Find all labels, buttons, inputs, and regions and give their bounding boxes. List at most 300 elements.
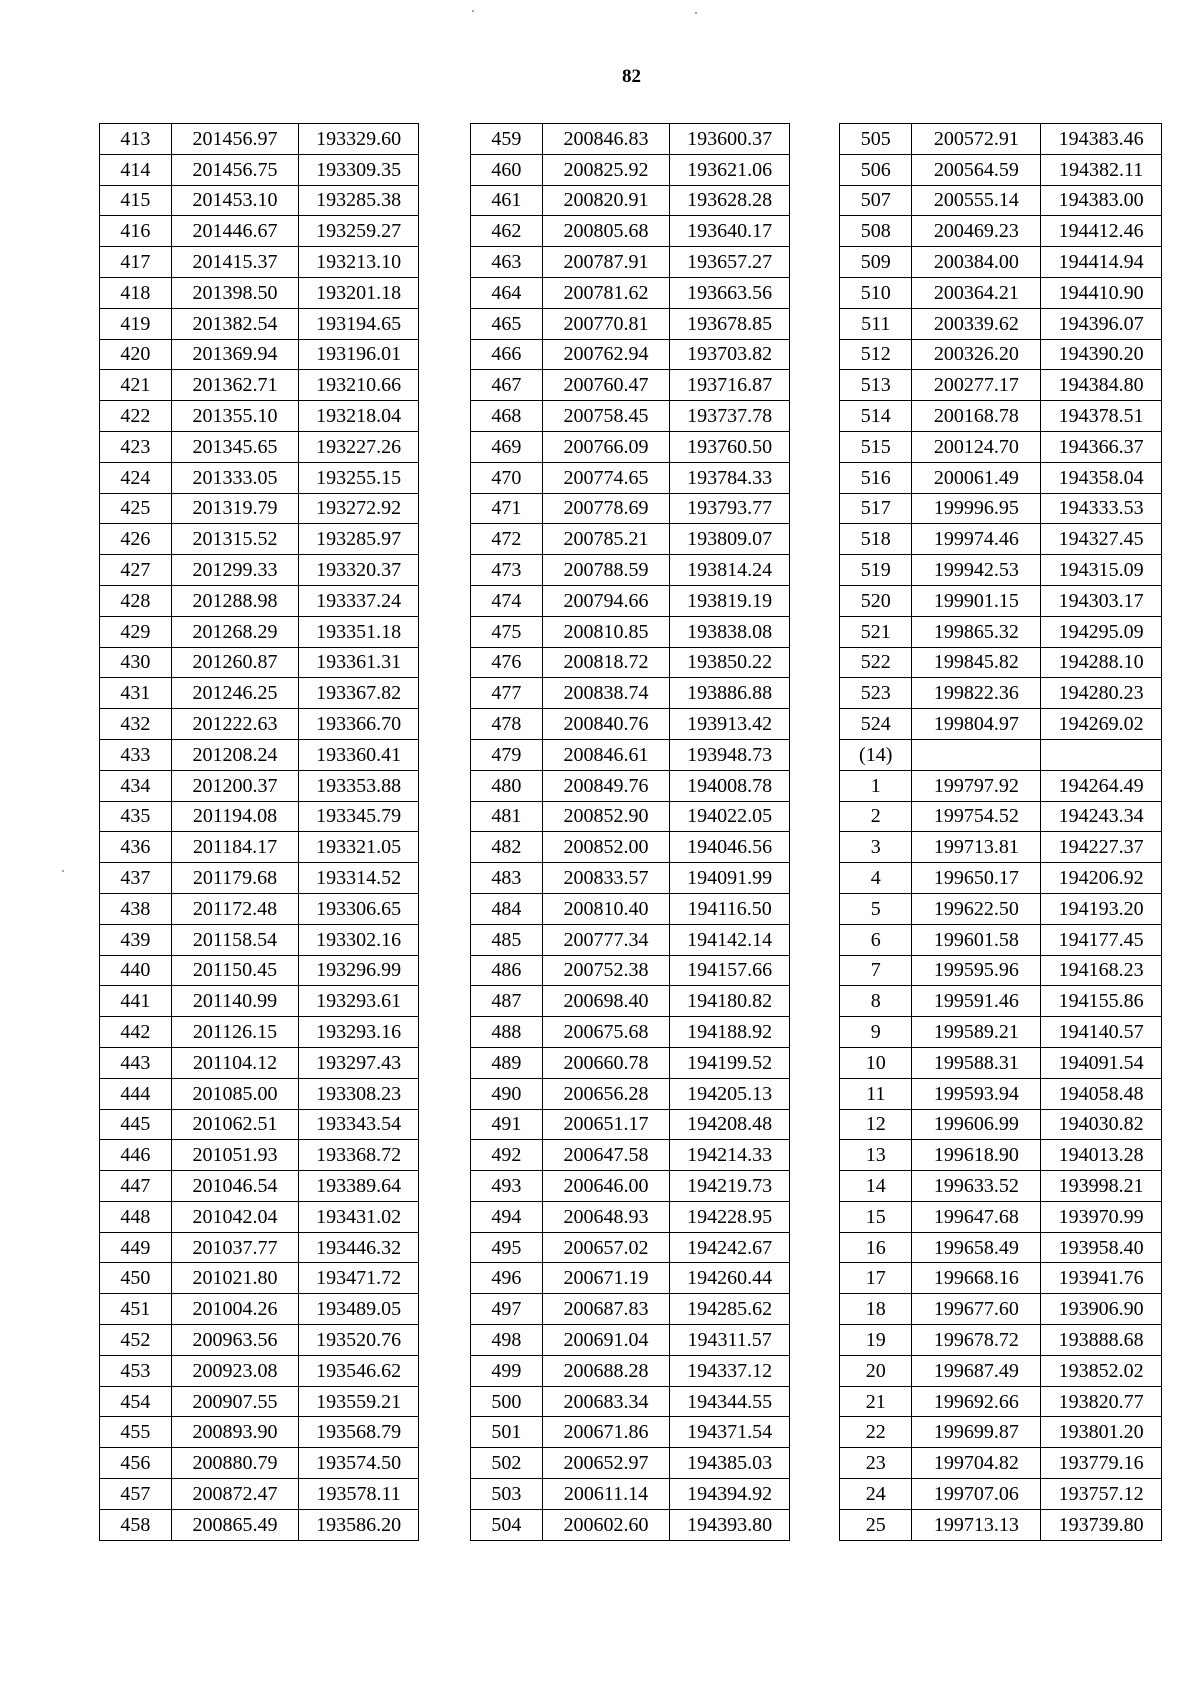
table-row [100,1386,419,1417]
point-id-cell: 450 [100,1263,172,1294]
y-coordinate-cell: 193306.65 [299,893,419,924]
x-coordinate-cell: 200671.19 [542,1263,670,1294]
x-coordinate-cell: 200760.47 [542,370,670,401]
x-coordinate-cell: 201456.75 [171,154,299,185]
x-coordinate-cell: 200777.34 [542,924,670,955]
table-row [100,185,419,216]
x-coordinate-cell: 200846.61 [542,739,670,770]
x-coordinate-cell: 200277.17 [912,370,1041,401]
x-coordinate-cell: 201158.54 [171,924,299,955]
y-coordinate-cell: 193489.05 [299,1294,419,1325]
x-coordinate-cell: 199591.46 [912,986,1041,1017]
x-coordinate-cell: 201355.10 [171,401,299,432]
y-coordinate-cell: 194030.82 [1041,1109,1162,1140]
table-row [840,185,1162,216]
table-row [840,247,1162,278]
x-coordinate-cell: 201184.17 [171,832,299,863]
table-row [100,678,419,709]
table-row [100,585,419,616]
x-coordinate-cell: 199668.16 [912,1263,1041,1294]
table-row [471,986,790,1017]
x-coordinate-cell: 201268.29 [171,616,299,647]
x-coordinate-cell: 199618.90 [912,1140,1041,1171]
x-coordinate-cell: 200168.78 [912,401,1041,432]
y-coordinate-cell: 193809.07 [670,524,790,555]
y-coordinate-cell: 193343.54 [299,1109,419,1140]
x-coordinate-cell: 201140.99 [171,986,299,1017]
y-coordinate-cell: 193578.11 [299,1479,419,1510]
y-coordinate-cell: 193958.40 [1041,1232,1162,1263]
point-id-cell: 415 [100,185,172,216]
y-coordinate-cell: 194344.55 [670,1386,790,1417]
x-coordinate-cell: 200124.70 [912,431,1041,462]
x-coordinate-cell: 200923.08 [171,1355,299,1386]
table-row [471,739,790,770]
table-row [840,1325,1162,1356]
point-id-cell: 453 [100,1355,172,1386]
y-coordinate-cell: 193194.65 [299,308,419,339]
y-coordinate-cell: 193628.28 [670,185,790,216]
point-id-cell: 14 [840,1171,912,1202]
point-id-cell: 437 [100,863,172,894]
y-coordinate-cell: 193297.43 [299,1047,419,1078]
table-row [840,1017,1162,1048]
y-coordinate-cell: 193784.33 [670,462,790,493]
point-id-cell: 509 [840,247,912,278]
coordinate-table-1 [99,123,419,1541]
point-id-cell: 492 [471,1140,543,1171]
x-coordinate-cell: 200794.66 [542,585,670,616]
y-coordinate-cell: 194142.14 [670,924,790,955]
point-id-cell: 489 [471,1047,543,1078]
point-id-cell: 433 [100,739,172,770]
y-coordinate-cell: 193308.23 [299,1078,419,1109]
table-row [471,1417,790,1448]
x-coordinate-cell: 200364.21 [912,277,1041,308]
y-coordinate-cell: 193337.24 [299,585,419,616]
table-row [100,247,419,278]
table-row [100,1294,419,1325]
y-coordinate-cell: 194280.23 [1041,678,1162,709]
point-id-cell: 418 [100,277,172,308]
table-row [100,924,419,955]
table-row [471,678,790,709]
x-coordinate-cell: 200849.76 [542,770,670,801]
point-id-cell: 470 [471,462,543,493]
point-id-cell: 439 [100,924,172,955]
y-coordinate-cell: 194091.99 [670,863,790,894]
table-row [471,1201,790,1232]
table-row [471,308,790,339]
y-coordinate-cell: 193838.08 [670,616,790,647]
point-id-cell: 513 [840,370,912,401]
table-row [840,893,1162,924]
point-id-cell: 517 [840,493,912,524]
x-coordinate-cell: 199699.87 [912,1417,1041,1448]
y-coordinate-cell: 193431.02 [299,1201,419,1232]
y-coordinate-cell: 193737.78 [670,401,790,432]
x-coordinate-cell: 199804.97 [912,709,1041,740]
table-row [840,308,1162,339]
table-row [840,493,1162,524]
y-coordinate-cell: 194091.54 [1041,1047,1162,1078]
y-coordinate-cell: 193941.76 [1041,1263,1162,1294]
table-row [100,1201,419,1232]
table-row [471,339,790,370]
x-coordinate-cell: 200818.72 [542,647,670,678]
table-row [840,1263,1162,1294]
table-row [471,555,790,586]
x-coordinate-cell: 200778.69 [542,493,670,524]
y-coordinate-cell: 193351.18 [299,616,419,647]
y-coordinate-cell: 193970.99 [1041,1201,1162,1232]
x-coordinate-cell: 199713.81 [912,832,1041,863]
point-id-cell: 462 [471,216,543,247]
y-coordinate-cell: 193819.19 [670,585,790,616]
x-coordinate-cell: 200825.92 [542,154,670,185]
x-coordinate-cell: 199622.50 [912,893,1041,924]
point-id-cell: 481 [471,801,543,832]
point-id-cell: (14) [840,739,912,770]
y-coordinate-cell: 193446.32 [299,1232,419,1263]
table-row [840,986,1162,1017]
y-coordinate-cell: 194022.05 [670,801,790,832]
y-coordinate-cell: 194378.51 [1041,401,1162,432]
table-row [100,555,419,586]
table-row [471,401,790,432]
coordinate-table-2 [470,123,790,1541]
x-coordinate-cell: 200810.85 [542,616,670,647]
table-row [100,124,419,155]
point-id-cell: 476 [471,647,543,678]
table-row [471,216,790,247]
y-coordinate-cell: 193820.77 [1041,1386,1162,1417]
point-id-cell: 424 [100,462,172,493]
y-coordinate-cell: 193293.16 [299,1017,419,1048]
y-coordinate-cell: 193520.76 [299,1325,419,1356]
table-row [100,401,419,432]
point-id-cell: 483 [471,863,543,894]
table-row [840,462,1162,493]
point-id-cell: 507 [840,185,912,216]
x-coordinate-cell: 199942.53 [912,555,1041,586]
x-coordinate-cell: 200698.40 [542,986,670,1017]
point-id-cell: 4 [840,863,912,894]
y-coordinate-cell: 193314.52 [299,863,419,894]
table-row [471,1479,790,1510]
y-coordinate-cell: 194396.07 [1041,308,1162,339]
y-coordinate-cell: 193345.79 [299,801,419,832]
table-row [840,1294,1162,1325]
y-coordinate-cell: 194168.23 [1041,955,1162,986]
table-row [100,893,419,924]
point-id-cell: 430 [100,647,172,678]
x-coordinate-cell: 200647.58 [542,1140,670,1171]
point-id-cell: 22 [840,1417,912,1448]
y-coordinate-cell: 193366.70 [299,709,419,740]
x-coordinate-cell: 201398.50 [171,277,299,308]
table-row [471,955,790,986]
x-coordinate-cell: 200660.78 [542,1047,670,1078]
table-row [840,1171,1162,1202]
y-coordinate-cell: 194303.17 [1041,585,1162,616]
y-coordinate-cell: 193568.79 [299,1417,419,1448]
table-row [100,339,419,370]
table-row [840,1140,1162,1171]
point-id-cell: 465 [471,308,543,339]
x-coordinate-cell: 200469.23 [912,216,1041,247]
y-coordinate-cell: 194219.73 [670,1171,790,1202]
x-coordinate-cell: 199658.49 [912,1232,1041,1263]
y-coordinate-cell: 193296.99 [299,955,419,986]
x-coordinate-cell: 200865.49 [171,1509,299,1540]
x-coordinate-cell: 200907.55 [171,1386,299,1417]
y-coordinate-cell: 194206.92 [1041,863,1162,894]
point-id-cell: 495 [471,1232,543,1263]
y-coordinate-cell: 194205.13 [670,1078,790,1109]
x-coordinate-cell [912,739,1041,770]
table-row [100,308,419,339]
point-id-cell: 425 [100,493,172,524]
y-coordinate-cell: 194116.50 [670,893,790,924]
table-row [471,1017,790,1048]
x-coordinate-cell: 200656.28 [542,1078,670,1109]
table-row [100,524,419,555]
x-coordinate-cell: 201288.98 [171,585,299,616]
x-coordinate-cell: 200788.59 [542,555,670,586]
y-coordinate-cell: 193574.50 [299,1448,419,1479]
table-row [840,1109,1162,1140]
y-coordinate-cell: 194383.00 [1041,185,1162,216]
table-row [840,924,1162,955]
y-coordinate-cell: 193361.31 [299,647,419,678]
table-row [471,709,790,740]
point-id-cell: 6 [840,924,912,955]
table-row [100,1325,419,1356]
table-row [471,832,790,863]
table-row [100,863,419,894]
x-coordinate-cell: 199713.13 [912,1509,1041,1540]
table-row [471,154,790,185]
point-id-cell: 503 [471,1479,543,1510]
y-coordinate-cell: 193360.41 [299,739,419,770]
x-coordinate-cell: 201382.54 [171,308,299,339]
table-row [471,247,790,278]
y-coordinate-cell: 194140.57 [1041,1017,1162,1048]
y-coordinate-cell: 194058.48 [1041,1078,1162,1109]
x-coordinate-cell: 199865.32 [912,616,1041,647]
x-coordinate-cell: 200893.90 [171,1417,299,1448]
y-coordinate-cell: 194382.11 [1041,154,1162,185]
point-id-cell: 451 [100,1294,172,1325]
x-coordinate-cell: 199704.82 [912,1448,1041,1479]
point-id-cell: 471 [471,493,543,524]
x-coordinate-cell: 201085.00 [171,1078,299,1109]
table-row [100,1448,419,1479]
table-row [840,770,1162,801]
y-coordinate-cell: 194311.57 [670,1325,790,1356]
table-row [100,1171,419,1202]
x-coordinate-cell: 200326.20 [912,339,1041,370]
point-id-cell: 482 [471,832,543,863]
y-coordinate-cell: 193888.68 [1041,1325,1162,1356]
y-coordinate-cell: 193389.64 [299,1171,419,1202]
coordinate-table-3 [839,123,1162,1541]
y-coordinate-cell: 193302.16 [299,924,419,955]
y-coordinate-cell: 193218.04 [299,401,419,432]
y-coordinate-cell: 194384.80 [1041,370,1162,401]
table-row [840,1479,1162,1510]
table-row [471,1325,790,1356]
x-coordinate-cell: 199692.66 [912,1386,1041,1417]
point-id-cell: 485 [471,924,543,955]
point-id-cell: 428 [100,585,172,616]
x-coordinate-cell: 201062.51 [171,1109,299,1140]
point-id-cell: 452 [100,1325,172,1356]
table-row [100,1047,419,1078]
y-coordinate-cell: 194227.37 [1041,832,1162,863]
table-row [100,370,419,401]
table-row [471,462,790,493]
y-coordinate-cell: 194358.04 [1041,462,1162,493]
point-id-cell: 479 [471,739,543,770]
table-row [471,1140,790,1171]
x-coordinate-cell: 200611.14 [542,1479,670,1510]
point-id-cell: 426 [100,524,172,555]
point-id-cell: 447 [100,1171,172,1202]
y-coordinate-cell: 194315.09 [1041,555,1162,586]
point-id-cell: 478 [471,709,543,740]
table-row [840,832,1162,863]
point-id-cell: 486 [471,955,543,986]
x-coordinate-cell: 200564.59 [912,154,1041,185]
point-id-cell: 496 [471,1263,543,1294]
y-coordinate-cell: 194385.03 [670,1448,790,1479]
point-id-cell: 501 [471,1417,543,1448]
point-id-cell: 511 [840,308,912,339]
table-row [100,1479,419,1510]
point-id-cell: 498 [471,1325,543,1356]
x-coordinate-cell: 201046.54 [171,1171,299,1202]
point-id-cell: 512 [840,339,912,370]
point-id-cell: 494 [471,1201,543,1232]
point-id-cell: 445 [100,1109,172,1140]
table-row [100,1017,419,1048]
x-coordinate-cell: 199647.68 [912,1201,1041,1232]
x-coordinate-cell: 200820.91 [542,185,670,216]
point-id-cell: 460 [471,154,543,185]
y-coordinate-cell: 193201.18 [299,277,419,308]
point-id-cell: 17 [840,1263,912,1294]
table-row [471,616,790,647]
x-coordinate-cell: 200840.76 [542,709,670,740]
table-row [840,1232,1162,1263]
point-id-cell: 474 [471,585,543,616]
y-coordinate-cell: 193259.27 [299,216,419,247]
point-id-cell: 25 [840,1509,912,1540]
table-row [100,431,419,462]
y-coordinate-cell: 194264.49 [1041,770,1162,801]
x-coordinate-cell: 200758.45 [542,401,670,432]
table-row [840,678,1162,709]
table-row [471,1294,790,1325]
y-coordinate-cell: 194295.09 [1041,616,1162,647]
y-coordinate-cell: 194327.45 [1041,524,1162,555]
point-id-cell: 499 [471,1355,543,1386]
x-coordinate-cell: 200774.65 [542,462,670,493]
x-coordinate-cell: 199588.31 [912,1047,1041,1078]
x-coordinate-cell: 200646.00 [542,1171,670,1202]
x-coordinate-cell: 200648.93 [542,1201,670,1232]
y-coordinate-cell: 194288.10 [1041,647,1162,678]
y-coordinate-cell: 194269.02 [1041,709,1162,740]
y-coordinate-cell: 193852.02 [1041,1355,1162,1386]
point-id-cell: 12 [840,1109,912,1140]
x-coordinate-cell: 201333.05 [171,462,299,493]
x-coordinate-cell: 201319.79 [171,493,299,524]
x-coordinate-cell: 200572.91 [912,124,1041,155]
table-row [840,709,1162,740]
y-coordinate-cell: 193913.42 [670,709,790,740]
table-row [840,124,1162,155]
table-row [100,616,419,647]
y-coordinate-cell: 193471.72 [299,1263,419,1294]
y-coordinate-cell: 194243.34 [1041,801,1162,832]
y-coordinate-cell: 193321.05 [299,832,419,863]
table-row [471,185,790,216]
point-id-cell: 464 [471,277,543,308]
point-id-cell: 493 [471,1171,543,1202]
y-coordinate-cell: 193906.90 [1041,1294,1162,1325]
y-coordinate-cell: 194366.37 [1041,431,1162,462]
y-coordinate-cell: 193678.85 [670,308,790,339]
point-id-cell: 522 [840,647,912,678]
y-coordinate-cell: 194371.54 [670,1417,790,1448]
table-row [840,1355,1162,1386]
table-row [471,524,790,555]
x-coordinate-cell: 201172.48 [171,893,299,924]
y-coordinate-cell: 193285.38 [299,185,419,216]
x-coordinate-cell: 200651.17 [542,1109,670,1140]
point-id-cell: 8 [840,986,912,1017]
point-id-cell: 21 [840,1386,912,1417]
table-row [100,1109,419,1140]
table-row [100,647,419,678]
point-id-cell: 473 [471,555,543,586]
table-row [840,1047,1162,1078]
table-row [840,647,1162,678]
point-id-cell: 518 [840,524,912,555]
point-id-cell: 468 [471,401,543,432]
y-coordinate-cell: 193703.82 [670,339,790,370]
point-id-cell: 9 [840,1017,912,1048]
table-row [100,709,419,740]
table-row [471,924,790,955]
y-coordinate-cell: 194188.92 [670,1017,790,1048]
point-id-cell: 10 [840,1047,912,1078]
page-number: 82 [622,66,641,87]
point-id-cell: 432 [100,709,172,740]
x-coordinate-cell: 200384.00 [912,247,1041,278]
x-coordinate-cell: 201200.37 [171,770,299,801]
y-coordinate-cell [1041,739,1162,770]
point-id-cell: 444 [100,1078,172,1109]
x-coordinate-cell: 200838.74 [542,678,670,709]
table-row [471,1232,790,1263]
table-row [840,1509,1162,1540]
table-row [840,401,1162,432]
table-row [471,770,790,801]
